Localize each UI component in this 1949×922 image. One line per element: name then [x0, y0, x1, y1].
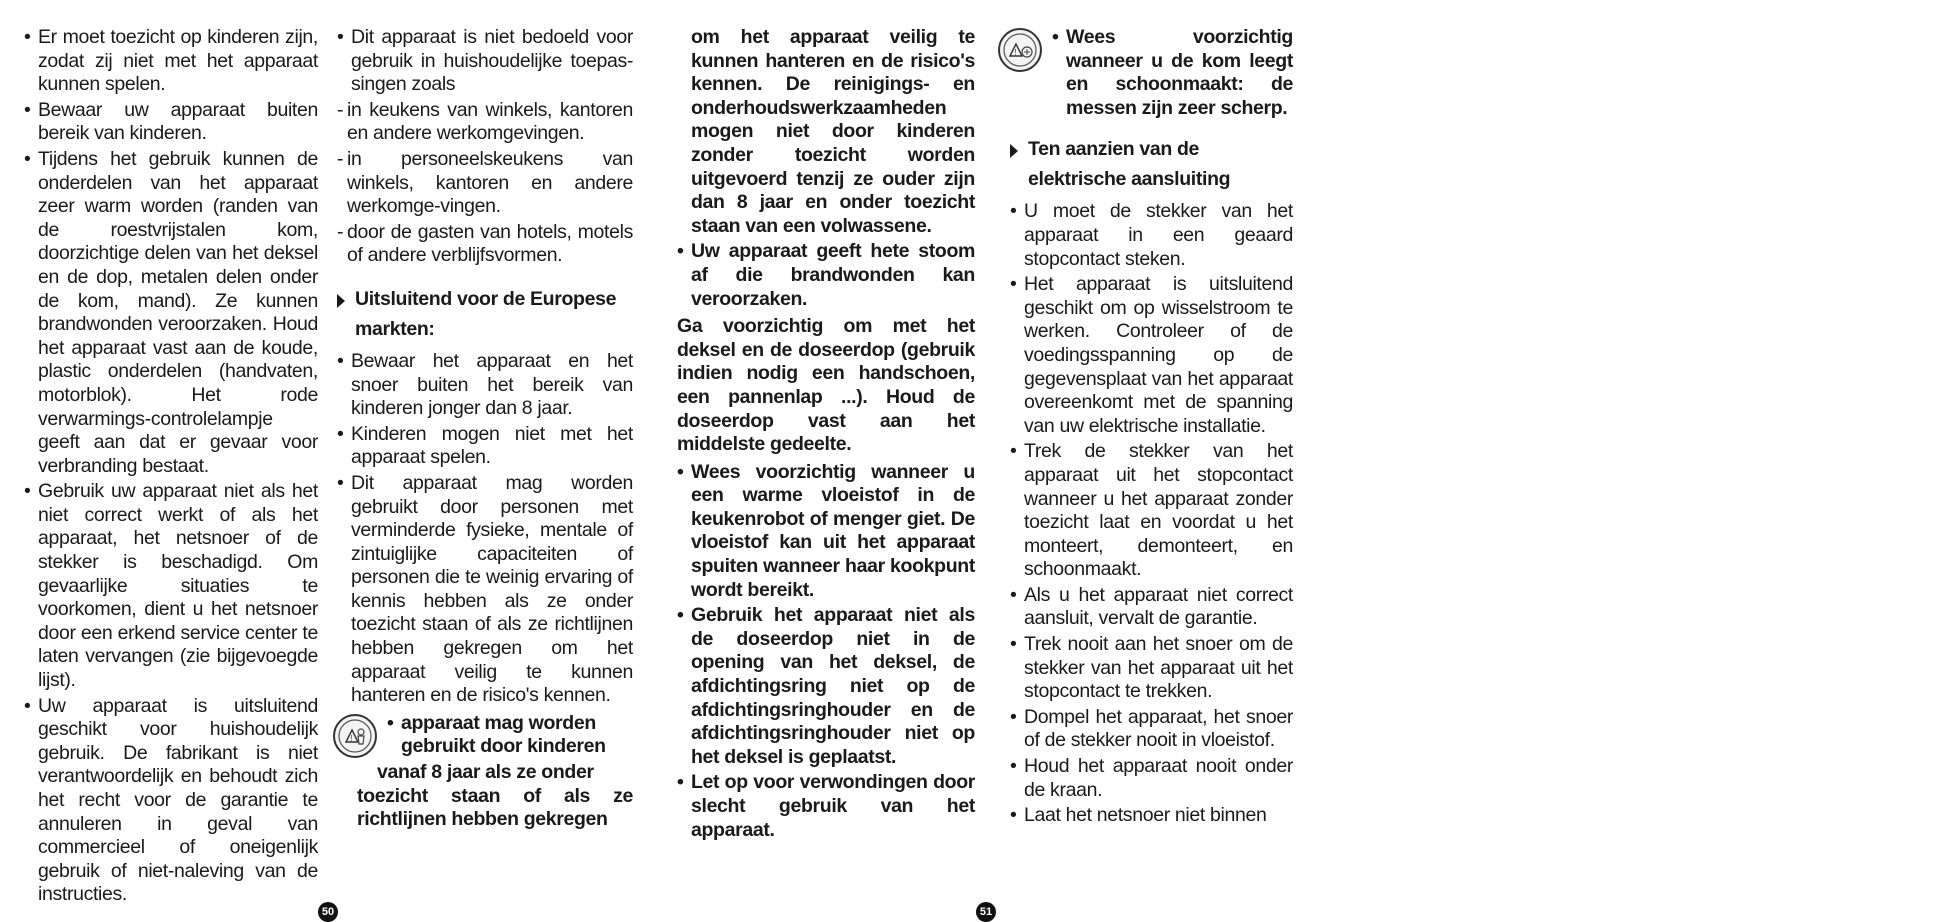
list-item: • Gebruik het apparaat niet als de doseerdop niet in de opening van het deksel, de afdichtingsring niet op de afdichtingsringhouder en de afdichtingsringhouder niet op het deksel is geplaatst. [677, 604, 975, 769]
svg-text:!: ! [1014, 48, 1017, 57]
list-item: • Laat het netsnoer niet binnen [1010, 804, 1293, 828]
list-item: • Houd het apparaat nooit onder de kraan. [1010, 755, 1293, 802]
list-item: • U moet de stekker van het apparaat in een geaard stopcontact steken. [1010, 200, 1293, 271]
list-item: • Uw apparaat is uitsluitend geschikt voor huishoudelijk gebruik. De fabrikant is niet verantwoordelijk en behoudt zich het recht voor de garantie te annuleren in geval van commercieel of oneigenlijk gebruik of niet-naleving van de instructies. [24, 695, 318, 907]
column-3 [677, 26, 975, 844]
section-title: Uitsluitend voor de Europese markten: [355, 287, 617, 340]
section-arrow-icon [1010, 144, 1018, 158]
continuation-paragraph: om het apparaat veilig te kunnen hanteren en de risico's kennen. De reinigings- en onderhoudswerkzaamheden mogen niet door kinderen zonder toezicht worden uitgevoerd tenzij ze ouder zijn dan 8 jaar en onder toezicht staan van een volwassene. [691, 26, 975, 237]
list-item: • Als u het apparaat niet correct aansluit, vervalt de garantie. [1010, 584, 1293, 631]
list-item: • Bewaar uw apparaat buiten bereik van kinderen. [24, 99, 318, 146]
list-item: • Er moet toezicht op kinderen zijn, zodat zij niet met het apparaat kunnen spelen. [24, 26, 318, 97]
section-title: Ten aanzien van de elektrische aansluiting [1028, 138, 1231, 191]
bullet-list [677, 461, 975, 843]
column-4 [1010, 26, 1293, 830]
dash-list [337, 99, 633, 268]
bullet-list [677, 240, 975, 311]
page-number-left: 50 [318, 902, 338, 922]
icon-bullet-line-1: apparaat mag worden [401, 711, 596, 734]
list-item: • Trek de stekker van het apparaat uit het stopcontact wanneer u het apparaat zonder toezicht laat en voordat u het monteert, demonteert, en schoonmaakt. [1010, 440, 1293, 582]
section-arrow-icon [337, 294, 345, 308]
list-item: • Dit apparaat is niet bedoeld voor gebruik in huishoudelijke toepas-singen zoals [337, 26, 633, 97]
bullet-list [24, 26, 318, 907]
blade-warning-icon [998, 28, 1042, 72]
child-warning-icon [333, 714, 377, 758]
icon-bullet: • Wees voorzichtig wanneer u de kom leegt en schoonmaakt: de messen zijn zeer scherp. [1052, 26, 1293, 119]
bullet-list [337, 26, 633, 97]
list-item: • Wees voorzichtig wanneer u een warme vloeistof in de keukenrobot of menger giet. De vloeistof kan uit het apparaat spuiten wanneer haar kookpunt wordt bereikt. [677, 461, 975, 603]
column-2 [337, 26, 633, 832]
page-number-right: 51 [976, 902, 996, 922]
dash-item: - door de gasten van hotels, motels of andere verblijfsvormen. [337, 221, 633, 268]
caution-paragraph: Ga voorzichtig om met het deksel en de doseerdop (gebruik indien nodig een handschoen, een pannenlap ...). Houd de doseerdop vast aan het middelste gedeelte. [677, 315, 975, 456]
warning-block [337, 712, 633, 832]
svg-text:!: ! [350, 733, 353, 743]
list-item: • Let op voor verwondingen door slecht gebruik van het apparaat. [677, 771, 975, 842]
bullet-list [337, 350, 633, 708]
list-item: • Dit apparaat mag worden gebruikt door personen met verminderde fysieke, mentale of zintuiglijke capaciteiten of personen die te weinig ervaring of kennis hebben als ze onder toezicht staan of als ze richtlijnen hebben gekregen om het apparaat veilig te kunnen hanteren en de risico's kennen. [337, 472, 633, 708]
section-heading-electrical [1010, 134, 1293, 194]
list-item: • Bewaar het apparaat en het snoer buiten het bereik van kinderen jonger dan 8 jaar. [337, 350, 633, 421]
dash-item: - in personeelskeukens van winkels, kantoren en andere werkomge-vingen. [337, 148, 633, 219]
bullet-list [1010, 200, 1293, 827]
list-item: • Gebruik uw apparaat niet als het niet correct werkt of als het apparaat, het netsnoer of de stekker is beschadigd. Om gevaarlijke situaties te voorkomen, dient u het netsnoer door een erkend service center te laten vervangen (zie bijgevoegde lijst). [24, 480, 318, 692]
dash-item: - in keukens van winkels, kantoren en andere werkomgevingen. [337, 99, 633, 146]
list-item: • Uw apparaat geeft hete stoom af die brandwonden kan veroorzaken. [677, 240, 975, 311]
icon-bullet-text: Wees voorzichtig wanneer u de kom leegt en schoonmaakt: de messen zijn zeer scherp. [1066, 26, 1293, 119]
icon-bullet-rest: toezicht staan of als ze richtlijnen hebben gekregen [357, 784, 633, 831]
warning-block [1010, 26, 1293, 120]
icon-bullet-line-2: gebruikt door kinderen [401, 735, 606, 758]
list-item: • Dompel het apparaat, het snoer of de stekker nooit in vloeistof. [1010, 706, 1293, 753]
icon-bullet-line-3: vanaf 8 jaar als ze onder [377, 761, 594, 784]
section-heading-european-markets [337, 284, 633, 344]
icon-bullet: • apparaat mag worden gebruikt door kinderen [387, 711, 606, 758]
list-item: • Trek nooit aan het snoer om de stekker van het apparaat uit het stopcontact te trekken. [1010, 633, 1293, 704]
list-item: • Het apparaat is uitsluitend geschikt om op wisselstroom te werken. Controleer of de voedingsspanning op de gegevensplaat van het apparaat overeenkomt met de spanning van uw elektrische installatie. [1010, 273, 1293, 438]
list-item: • Kinderen mogen niet met het apparaat spelen. [337, 423, 633, 470]
list-item: • Tijdens het gebruik kunnen de onderdelen van het apparaat zeer warm worden (randen van de roestvrijstalen kom, doorzichtige delen van het deksel en de dop, metalen delen onder de kom, mand). Ze kunnen brandwonden veroorzaken. Houd het apparaat vast aan de koude, plastic onderdelen (handvaten, motorblok). Het rode verwarmings-controlelampje geeft aan dat er gevaar voor verbranding bestaat. [24, 148, 318, 478]
column-1 [24, 26, 318, 909]
